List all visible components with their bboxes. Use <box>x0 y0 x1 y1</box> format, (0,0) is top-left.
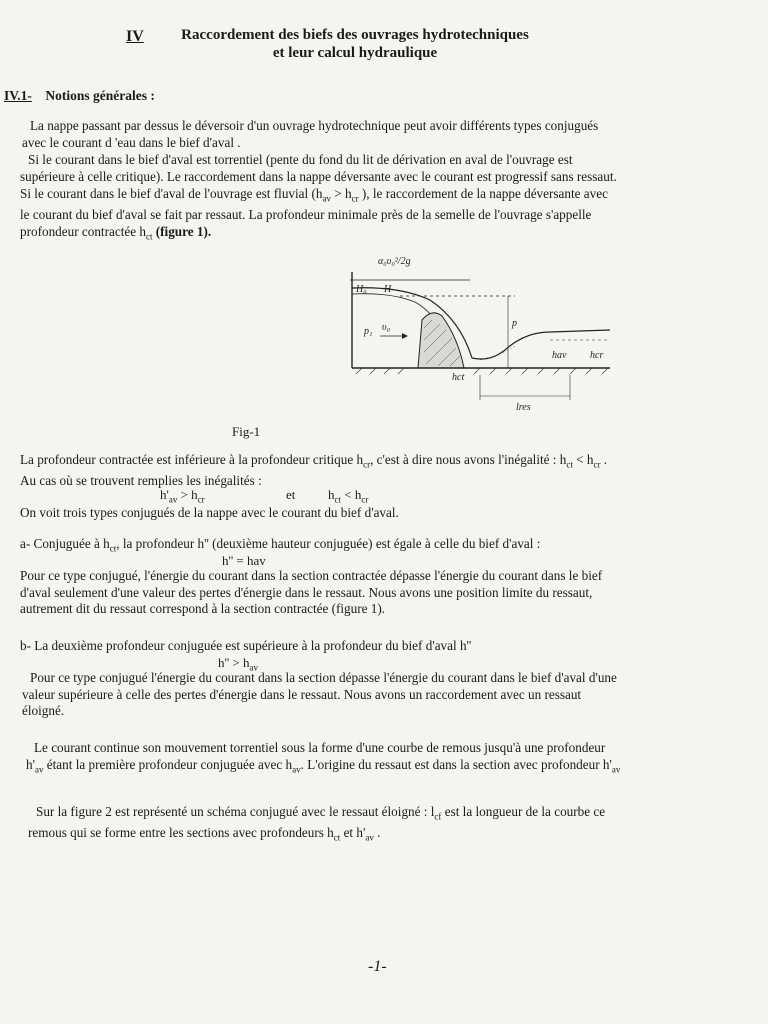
item-b-body <box>22 670 740 720</box>
section-heading <box>4 88 155 104</box>
text-line: La nappe passant par dessus le déversoir d'un ouvrage hydrotechnique peut avoir différents types conjugués <box>30 118 599 133</box>
text-span: et h' <box>340 825 366 841</box>
subscript: av <box>322 193 331 204</box>
subscript: ct <box>566 459 573 470</box>
subscript: av <box>292 764 301 775</box>
text-line: supérieure à celle critique). Le raccordement dans la nappe déversante avec le courant est progressif sans ressaut. <box>20 168 617 184</box>
text-line: le courant du bief d'aval se fait par ressaut. La profondeur minimale près de la semelle de l'ouvrage s'appelle <box>20 207 592 223</box>
text-span: h' <box>160 487 169 502</box>
text-span: h <box>328 487 335 502</box>
label-h0: H₀ <box>356 284 367 295</box>
text-line: Pour ce type conjugué l'énergie du courant dans la section dépasse l'énergie du courant dans le bief d'aval d'une <box>30 670 617 685</box>
inequality-et: et <box>286 487 296 502</box>
paragraph-4-end: On voit trois types conjugués de la nappe avec le courant du bief d'aval. <box>20 505 399 520</box>
subscript: cr <box>361 494 369 505</box>
page-number: -1- <box>368 958 387 975</box>
label-p: p <box>512 318 517 329</box>
text-span: Sur la figure 2 est représenté un schéma conjugué avec le ressaut éloigné : l <box>36 804 435 819</box>
text-line: avec le courant d 'eau dans le bief d'aval . <box>22 134 241 150</box>
subscript: av <box>34 764 44 775</box>
figure-caption: Fig-1 <box>232 424 261 439</box>
text-line: La profondeur contractée est inférieure à la profondeur critique $h_{cr}$, c'est à dire nous avons l'inégalité : $h_{ct} < h_{cr}$ . <box>20 452 608 470</box>
text-line <box>20 224 734 245</box>
equation-a: h'' = hav <box>222 553 266 568</box>
text-line <box>20 536 740 557</box>
text-line: valeur supérieure à celle des pertes d'énergie dans le ressaut. Nous avons un raccordement avec un ressaut <box>22 686 582 702</box>
text-span: < h <box>572 452 594 467</box>
item-a-body <box>20 568 740 618</box>
jump-roller <box>480 346 515 360</box>
section-number: IV.1- <box>4 88 32 103</box>
text-line: autrement dit du ressaut correspond à la section contractée (figure 1). <box>20 601 386 616</box>
text-line: Pour ce type conjugué, l'énergie du courant dans la section contractée dépasse l'énergie du courant dans le bief <box>20 568 603 583</box>
figure-1-diagram <box>340 250 620 415</box>
text-span: , la profondeur h'' (deuxième hauteur conjuguée) est égale à celle du bief d'aval : <box>116 536 541 551</box>
text-span: . L'origine du ressaut est dans la section avec profondeur h' <box>300 756 612 772</box>
ground-hatching <box>356 368 608 374</box>
section-title: Notions générales : <box>45 88 155 103</box>
weir-body <box>418 313 464 368</box>
label-lres: lres <box>516 402 531 413</box>
text-line: Le courant continue son mouvement torrentiel sous la forme d'une courbe de remous jusqu'à une profondeur <box>34 740 606 755</box>
text-span: étant la première profondeur conjuguée avec h <box>43 756 293 772</box>
title-line-2: et leur calcul hydraulique <box>272 45 438 61</box>
label-hav: hav <box>552 350 567 361</box>
text-span: < h <box>341 487 362 502</box>
text-span: ), le raccordement de la nappe déversante avec <box>358 186 608 201</box>
paragraph-c <box>26 740 740 778</box>
text-line: Au cas où se trouvent remplies les inégalités : <box>20 473 262 489</box>
text-line: éloigné. <box>22 703 65 718</box>
text-line: Si le courant dans le bief d'aval est torrentiel (pente du fond du lit de dérivation en aval de l'ouvrage est <box>28 152 573 167</box>
label-p1: p₁ <box>364 326 373 337</box>
subscript: ct <box>109 543 117 554</box>
figure-ref: (figure 1). <box>152 223 212 239</box>
subscript: av <box>365 832 374 843</box>
subscript: ct <box>334 494 341 505</box>
subscript: cr <box>593 459 601 470</box>
arrow-head <box>402 333 408 339</box>
text-span: , c'est à dire nous avons l'inégalité : h <box>370 452 567 467</box>
text-span: h'' > h <box>218 655 250 670</box>
text-line <box>28 825 740 846</box>
subscript: ct <box>333 832 341 843</box>
text-span: > h <box>330 186 352 201</box>
page-title <box>120 26 590 62</box>
text-line: d'aval seulement d'une valeur des pertes d'énergie dans le ressaut. Nous avons une position limite du ressaut, <box>20 584 593 600</box>
paragraph-2 <box>20 152 734 185</box>
text-span: h' <box>26 756 35 772</box>
text-span: > h <box>177 487 198 502</box>
paragraph-d <box>28 804 740 846</box>
item-a <box>20 536 740 557</box>
text-span: Si le courant dans le bief d'aval de l'ouvrage est fluvial (h <box>20 186 323 201</box>
text-span: remous qui se forme entre les sections avec profondeurs h <box>28 825 334 841</box>
paragraph-3 <box>20 186 734 245</box>
text-line <box>36 804 740 825</box>
label-velocity-head: α₀υ₀²/2g <box>378 256 411 267</box>
text-span: est la longueur de la courbe ce <box>441 804 606 819</box>
item-b: b- La deuxième profondeur conjuguée est supérieure à la profondeur du bief d'aval h'' <box>20 638 472 653</box>
label-H: H <box>384 284 392 295</box>
label-v0: υ₀ <box>382 322 391 333</box>
text-span: profondeur contractée h <box>20 223 146 239</box>
label-hcr: hcr <box>590 350 604 361</box>
subscript: av <box>611 764 621 775</box>
subscript: av <box>168 494 178 505</box>
text-span: . <box>373 825 381 841</box>
subscript: av <box>249 662 259 673</box>
subscript: cr <box>351 193 359 204</box>
subscript: cr <box>363 459 371 470</box>
paragraph-1 <box>22 118 730 151</box>
title-line-1: Raccordement des biefs des ouvrages hydrotechniques <box>181 27 529 43</box>
text-span: La profondeur contractée est inférieure à la profondeur critique h <box>20 452 364 467</box>
inequality-right <box>328 487 368 505</box>
paragraph-4 <box>20 452 740 490</box>
subscript: cf <box>434 811 442 822</box>
text-span: a- Conjuguée à h <box>20 536 110 551</box>
inequality-left <box>160 487 205 505</box>
text-line <box>26 757 740 778</box>
subscript: ct <box>145 231 153 242</box>
text-line <box>20 186 734 207</box>
chapter-number: IV <box>126 28 144 45</box>
subscript: cr <box>197 494 205 505</box>
label-hct: hct <box>452 372 465 383</box>
